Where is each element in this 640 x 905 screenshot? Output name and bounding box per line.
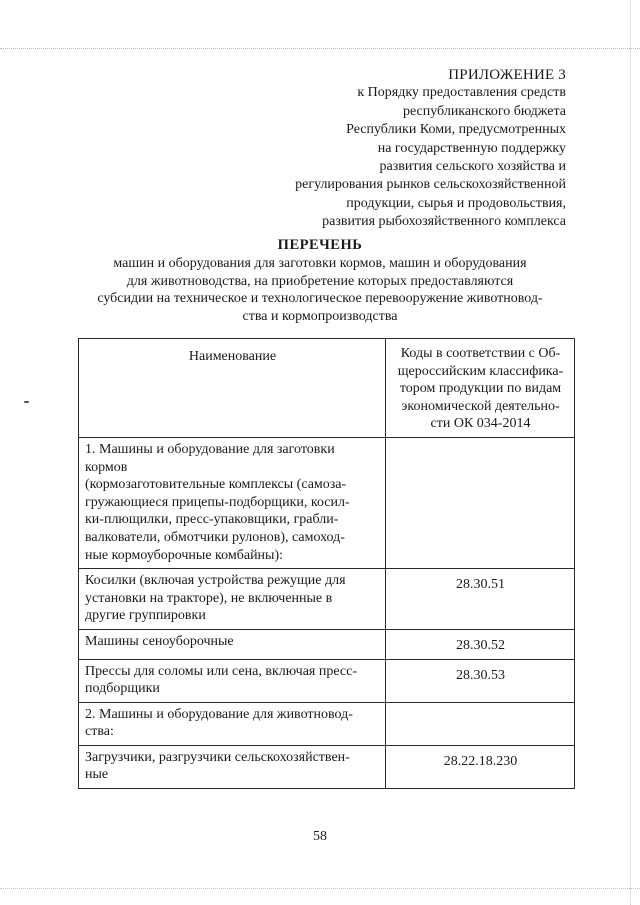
annex-line: на государственную поддержку <box>377 140 566 156</box>
table-header-row <box>79 339 575 438</box>
row-name <box>79 629 386 659</box>
list-description <box>80 255 560 325</box>
row-name-line: ки-плющилки, пресс-упаковщики, грабли- <box>85 512 339 528</box>
row-name-line: Загрузчики, разгрузчики сельскохозяйствен- <box>85 749 350 765</box>
row-code: 28.22.18.230 <box>386 745 575 788</box>
list-description-line: машин и оборудования для заготовки кормов, машин и оборудования <box>113 256 527 271</box>
annex-block <box>295 66 566 232</box>
row-name-line: гружающиеся прицепы-подборщики, косил- <box>85 494 350 510</box>
table-row <box>79 437 575 568</box>
header-code-line: экономической деятельно- <box>401 398 560 414</box>
header-code-line: Коды в соответствии с Об- <box>400 346 561 361</box>
row-code <box>386 702 575 745</box>
annex-line: развития сельского хозяйства и <box>379 159 566 175</box>
annex-title: ПРИЛОЖЕНИЕ 3 <box>448 67 566 83</box>
row-name <box>79 659 386 702</box>
list-description-line: ства и кормопроизводства <box>242 308 398 324</box>
table-row <box>79 702 575 745</box>
header-code-line: щероссийским классифика- <box>397 363 564 379</box>
header-code <box>386 339 575 438</box>
row-name <box>79 745 386 788</box>
annex-line: развития рыбохозяйственного комплекса <box>322 214 566 230</box>
row-name-line: подборщики <box>85 681 160 697</box>
annex-line: к Порядку предоставления средств <box>357 85 566 101</box>
equipment-table <box>78 338 575 789</box>
row-name <box>79 437 386 568</box>
row-code: 28.30.52 <box>386 629 575 659</box>
row-name-line: установки на тракторе), не включенные в <box>85 590 333 606</box>
table-row <box>79 629 575 659</box>
annex-line: продукции, сырья и продовольствия, <box>346 195 566 211</box>
scan-edge-right <box>630 0 632 905</box>
row-name-line: Машины сеноуборочные <box>85 633 234 649</box>
row-code <box>386 437 575 568</box>
annex-line: регулирования рынков сельскохозяйственной <box>295 177 566 193</box>
header-name-text: Наименование <box>188 349 277 364</box>
scan-edge-bottom <box>0 888 640 890</box>
list-title: ПЕРЕЧЕНЬ <box>277 237 363 253</box>
row-name-line: кормов <box>85 459 128 475</box>
page-number: 58 <box>313 829 327 844</box>
row-name-line: (кормозаготовительные комплексы (самоза- <box>85 477 347 493</box>
annex-line: Республики Коми, предусмотренных <box>346 122 566 138</box>
row-name-line: ные кормоуборочные комбайны): <box>85 547 284 563</box>
row-name <box>79 569 386 630</box>
annex-line: республиканского бюджета <box>402 103 566 119</box>
row-name-line: 2. Машины и оборудование для животновод- <box>85 706 353 722</box>
row-name-line: другие группировки <box>85 608 206 624</box>
row-name-line: ные <box>85 767 109 783</box>
list-description-line: для животноводства, на приобретение которых предоставляются <box>126 273 514 289</box>
row-code: 28.30.51 <box>386 569 575 630</box>
table-row <box>79 745 575 788</box>
header-name <box>79 339 386 438</box>
scan-speck <box>24 401 29 403</box>
table-row <box>79 569 575 630</box>
list-description-line: субсидии на техническое и технологическое перевооружение животновод- <box>97 291 543 307</box>
row-name-line: валкователи, обмотчики рулонов), самоход- <box>85 529 345 545</box>
row-name-line: Косилки (включая устройства режущие для <box>85 573 346 589</box>
row-name-line: 1. Машины и оборудование для заготовки <box>85 441 335 457</box>
row-name-line: ства: <box>85 724 114 740</box>
table-row <box>79 659 575 702</box>
row-name-line: Прессы для соломы или сена, включая пресс- <box>85 663 358 679</box>
header-code-line: сти ОК 034-2014 <box>430 416 531 432</box>
header-code-line: тором продукции по видам <box>399 381 562 397</box>
row-name <box>79 702 386 745</box>
scan-edge-top <box>0 48 640 50</box>
row-code: 28.30.53 <box>386 659 575 702</box>
